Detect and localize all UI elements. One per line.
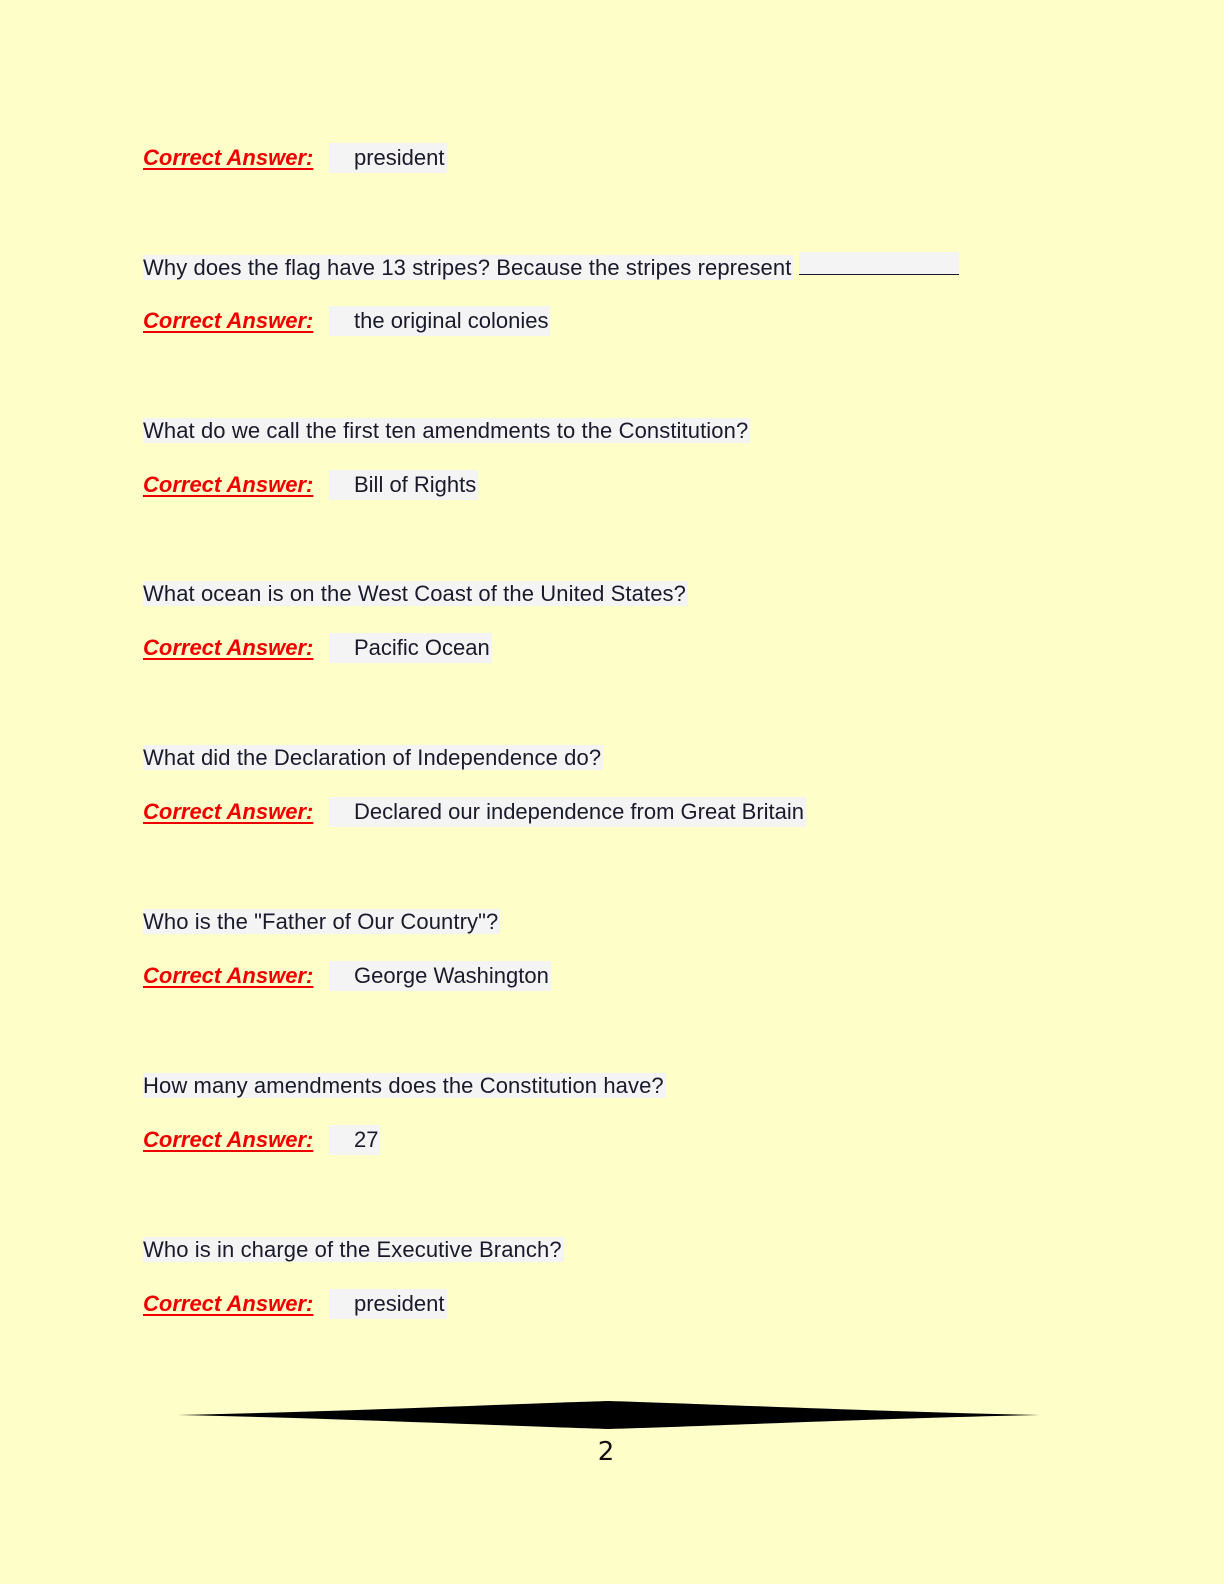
footer-divider bbox=[178, 1398, 1040, 1432]
question-text: What did the Declaration of Independence do? bbox=[143, 745, 602, 770]
answer-value: Pacific Ocean bbox=[329, 633, 492, 663]
answer-value: 27 bbox=[329, 1125, 380, 1155]
answer-line bbox=[143, 1289, 447, 1319]
answer-value: president bbox=[329, 143, 447, 173]
correct-answer-label: Correct Answer: bbox=[143, 799, 314, 824]
question-text: Why does the flag have 13 stripes? Because the stripes represent bbox=[143, 255, 792, 280]
correct-answer-label: Correct Answer: bbox=[143, 963, 314, 988]
question-line bbox=[143, 416, 750, 446]
answer-line bbox=[143, 143, 447, 173]
correct-answer-label: Correct Answer: bbox=[143, 308, 314, 333]
answer-value: the original colonies bbox=[329, 306, 550, 336]
answer-line bbox=[143, 633, 492, 663]
question-text: What ocean is on the West Coast of the United States? bbox=[143, 581, 686, 606]
correct-answer-label: Correct Answer: bbox=[143, 1127, 314, 1152]
question-line bbox=[143, 1071, 666, 1101]
question-text: How many amendments does the Constitution have? bbox=[143, 1073, 664, 1098]
correct-answer-label: Correct Answer: bbox=[143, 472, 314, 497]
answer-value: Bill of Rights bbox=[329, 470, 478, 500]
answer-line bbox=[143, 797, 806, 827]
answer-value: Declared our independence from Great Britain bbox=[329, 797, 806, 827]
question-text: Who is in charge of the Executive Branch? bbox=[143, 1237, 562, 1262]
correct-answer-label: Correct Answer: bbox=[143, 145, 314, 170]
answer-line bbox=[143, 470, 478, 500]
question-line bbox=[143, 252, 959, 282]
correct-answer-label: Correct Answer: bbox=[143, 635, 314, 660]
answer-value: president bbox=[329, 1289, 447, 1319]
answer-line bbox=[143, 306, 550, 336]
question-text: Who is the "Father of Our Country"? bbox=[143, 909, 499, 934]
question-line bbox=[143, 907, 500, 937]
question-line bbox=[143, 743, 603, 773]
correct-answer-label: Correct Answer: bbox=[143, 1291, 314, 1316]
page-number: 2 bbox=[597, 1437, 615, 1467]
answer-value: George Washington bbox=[329, 961, 551, 991]
question-line bbox=[143, 579, 688, 609]
answer-line bbox=[143, 1125, 380, 1155]
question-line bbox=[143, 1235, 564, 1265]
question-text: What do we call the first ten amendments to the Constitution? bbox=[143, 418, 749, 443]
answer-line bbox=[143, 961, 551, 991]
fill-in-blank bbox=[799, 252, 959, 275]
